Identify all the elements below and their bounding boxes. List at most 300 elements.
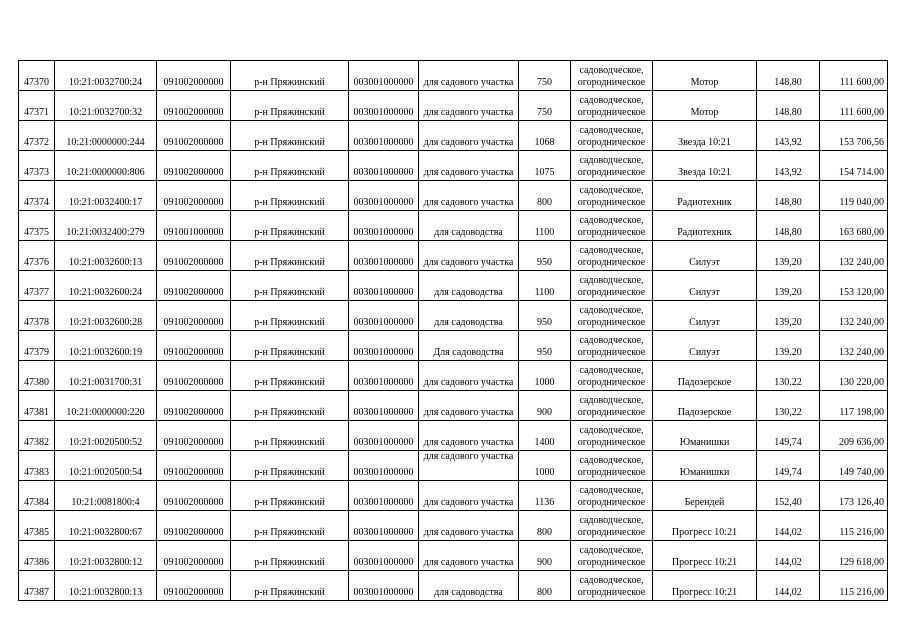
- oktmo-code-cell: [349, 541, 419, 571]
- table-row: [19, 331, 888, 361]
- row-number-text: 47376: [24, 257, 49, 268]
- specific-value-text: 139.20: [774, 347, 802, 358]
- land-category-line1: садоводческое,: [579, 455, 644, 466]
- district-name-cell: [231, 151, 349, 181]
- permitted-use-cell: [419, 421, 519, 451]
- row-number-cell: [19, 541, 55, 571]
- district-name-text: р-н Пряжинский: [254, 587, 325, 598]
- land-category-cell: [571, 511, 653, 541]
- row-number-text: 47377: [24, 287, 49, 298]
- land-category-cell: [571, 331, 653, 361]
- cadastral-value-cell: [820, 91, 888, 121]
- land-category-line2: огородническое: [577, 107, 646, 118]
- cadastral-number-text: 10:21:0032800:12: [68, 557, 143, 568]
- district-name-cell: [231, 181, 349, 211]
- plot-area-cell: [519, 331, 571, 361]
- okato-code-text: 091002000000: [163, 407, 224, 418]
- row-number-cell: [19, 151, 55, 181]
- table-row: [19, 511, 888, 541]
- oktmo-code-cell: [349, 331, 419, 361]
- plot-area-cell: [519, 541, 571, 571]
- okato-code-text: 091002000000: [163, 437, 224, 448]
- plot-area-cell: [519, 121, 571, 151]
- settlement-name-cell: [653, 61, 757, 91]
- land-category-cell: [571, 121, 653, 151]
- permitted-use-cell: [419, 181, 519, 211]
- row-number-text: 47385: [24, 527, 49, 538]
- district-name-cell: [231, 271, 349, 301]
- specific-value-text: 130,22: [774, 407, 802, 418]
- okato-code-cell: [157, 391, 231, 421]
- plot-area-text: 950: [537, 317, 552, 328]
- settlement-name-cell: [653, 571, 757, 601]
- cadastral-number-text: 10:21:0032600:28: [68, 317, 143, 328]
- specific-value-cell: [757, 481, 820, 511]
- permitted-use-text: для садового участка: [423, 407, 514, 418]
- row-number-cell: [19, 61, 55, 91]
- table-row: [19, 571, 888, 601]
- land-category-cell: [571, 421, 653, 451]
- specific-value-text: 139,20: [774, 317, 802, 328]
- district-name-cell: [231, 541, 349, 571]
- settlement-name-cell: [653, 391, 757, 421]
- land-category-cell: [571, 151, 653, 181]
- settlement-name-cell: [653, 181, 757, 211]
- specific-value-text: 143,92: [774, 137, 802, 148]
- settlement-name-text: Звезда 10:21: [678, 137, 731, 148]
- plot-area-text: 1075: [534, 167, 555, 178]
- land-category-cell: [571, 571, 653, 601]
- permitted-use-cell: [419, 91, 519, 121]
- row-number-cell: [19, 481, 55, 511]
- table-row: [19, 91, 888, 121]
- cadastral-number-text: 10:21:0000000:806: [66, 167, 145, 178]
- okato-code-text: 091002000000: [163, 197, 224, 208]
- row-number-cell: [19, 91, 55, 121]
- land-category-cell: [571, 301, 653, 331]
- land-category-line2: огородническое: [577, 437, 646, 448]
- land-category-line2: огородническое: [577, 137, 646, 148]
- plot-area-cell: [519, 211, 571, 241]
- land-category-line2: огородническое: [577, 317, 646, 328]
- specific-value-text: 148,80: [774, 197, 802, 208]
- row-number-cell: [19, 181, 55, 211]
- oktmo-code-cell: [349, 91, 419, 121]
- permitted-use-cell: [419, 391, 519, 421]
- okato-code-text: 091002000000: [163, 107, 224, 118]
- settlement-name-text: Прогресс 10:21: [671, 557, 738, 568]
- row-number-cell: [19, 421, 55, 451]
- row-number-cell: [19, 271, 55, 301]
- cadastral-number-text: 10:21:0020500:52: [68, 437, 143, 448]
- land-category-line1: садоводческое,: [579, 275, 644, 286]
- cadastral-number-text: 10:21:0031700:31: [68, 377, 143, 388]
- cadastral-value-text: 173 126,40: [839, 497, 884, 508]
- district-name-text: р-н Пряжинский: [254, 317, 325, 328]
- cadastral-value-cell: [820, 151, 888, 181]
- row-number-text: 47384: [24, 497, 49, 508]
- plot-area-cell: [519, 241, 571, 271]
- cadastral-value-cell: [820, 271, 888, 301]
- land-category-cell: [571, 361, 653, 391]
- cadastral-value-cell: [820, 241, 888, 271]
- district-name-text: р-н Пряжинский: [254, 77, 325, 88]
- oktmo-code-text: 003001000000: [353, 317, 414, 328]
- cadastral-value-cell: [820, 481, 888, 511]
- district-name-text: р-н Пряжинский: [254, 467, 325, 478]
- oktmo-code-cell: [349, 421, 419, 451]
- okato-code-cell: [157, 151, 231, 181]
- permitted-use-cell: [419, 121, 519, 151]
- oktmo-code-cell: [349, 211, 419, 241]
- cadastral-value-cell: [820, 511, 888, 541]
- land-category-line1: садоводческое,: [579, 245, 644, 256]
- cadastral-number-text: 10:21:0081800:4: [71, 497, 140, 508]
- specific-value-cell: [757, 421, 820, 451]
- district-name-cell: [231, 331, 349, 361]
- specific-value-text: 148.80: [774, 107, 802, 118]
- plot-area-text: 1068: [534, 137, 555, 148]
- table-row: [19, 181, 888, 211]
- permitted-use-cell: [419, 511, 519, 541]
- okato-code-cell: [157, 421, 231, 451]
- cadastral-number-cell: [55, 421, 157, 451]
- specific-value-text: 144,02: [774, 557, 802, 568]
- okato-code-text: 091002000000: [163, 497, 224, 508]
- oktmo-code-text: 003001000000: [353, 167, 414, 178]
- specific-value-cell: [757, 391, 820, 421]
- oktmo-code-text: 003001000000: [353, 407, 414, 418]
- district-name-cell: [231, 571, 349, 601]
- cadastral-number-text: 10:21:0032700:32: [68, 107, 143, 118]
- table-row: [19, 121, 888, 151]
- land-category-line1: садоводческое,: [579, 95, 644, 106]
- specific-value-cell: [757, 181, 820, 211]
- row-number-cell: [19, 451, 55, 481]
- specific-value-text: 139,20: [774, 287, 802, 298]
- district-name-text: р-н Пряжинский: [254, 497, 325, 508]
- oktmo-code-cell: [349, 181, 419, 211]
- cadastral-value-text: 154 714.00: [839, 167, 884, 178]
- plot-area-text: 1136: [534, 497, 555, 508]
- specific-value-text: 143,92: [774, 167, 802, 178]
- permitted-use-text: для садового участка: [423, 257, 514, 268]
- oktmo-code-cell: [349, 121, 419, 151]
- land-category-line2: огородническое: [577, 77, 646, 88]
- land-category-line1: садоводческое,: [579, 425, 644, 436]
- cadastral-value-cell: [820, 211, 888, 241]
- oktmo-code-cell: [349, 241, 419, 271]
- plot-area-cell: [519, 511, 571, 541]
- cadastral-number-cell: [55, 151, 157, 181]
- table-row: [19, 241, 888, 271]
- table-row: [19, 61, 888, 91]
- cadastral-number-cell: [55, 571, 157, 601]
- land-category-line1: садоводческое,: [579, 485, 644, 496]
- district-name-text: р-н Пряжинский: [254, 557, 325, 568]
- permitted-use-text: для садового участка: [423, 451, 514, 462]
- table-row: [19, 211, 888, 241]
- oktmo-code-text: 003001000000: [353, 137, 414, 148]
- row-number-text: 47372: [24, 137, 49, 148]
- plot-area-text: 1400: [534, 437, 555, 448]
- cadastral-number-text: 10:21:0032800:67: [68, 527, 143, 538]
- cadastral-number-text: 10:21:0000000:244: [66, 137, 145, 148]
- oktmo-code-text: 003001000000: [353, 107, 414, 118]
- permitted-use-cell: [419, 451, 519, 481]
- permitted-use-text: для садоводства: [434, 587, 503, 598]
- land-category-line2: огородническое: [577, 497, 646, 508]
- land-category-line2: огородническое: [577, 347, 646, 358]
- cadastral-value-cell: [820, 541, 888, 571]
- plot-area-text: 800: [537, 527, 552, 538]
- land-category-line2: огородническое: [577, 377, 646, 388]
- row-number-text: 47382: [24, 437, 49, 448]
- land-category-line2: огородническое: [577, 407, 646, 418]
- cadastral-number-text: 10:21:0032700:24: [68, 77, 143, 88]
- cadastral-value-cell: [820, 361, 888, 391]
- plot-area-text: 1000: [534, 467, 555, 478]
- cadastral-value-text: 209 636,00: [839, 437, 884, 448]
- cadastral-number-cell: [55, 301, 157, 331]
- permitted-use-cell: [419, 61, 519, 91]
- oktmo-code-text: 003001000000: [353, 287, 414, 298]
- settlement-name-cell: [653, 421, 757, 451]
- settlement-name-text: Юманишки: [679, 437, 730, 448]
- oktmo-code-cell: [349, 271, 419, 301]
- plot-area-text: 1100: [534, 227, 555, 238]
- oktmo-code-cell: [349, 61, 419, 91]
- plot-area-text: 750: [537, 107, 552, 118]
- land-category-line1: садоводческое,: [579, 215, 644, 226]
- land-category-line2: огородническое: [577, 197, 646, 208]
- specific-value-cell: [757, 241, 820, 271]
- specific-value-text: 139,20: [774, 257, 802, 268]
- plot-area-text: 1000: [534, 377, 555, 388]
- oktmo-code-text: 003001000000: [353, 77, 414, 88]
- cadastral-number-cell: [55, 511, 157, 541]
- specific-value-cell: [757, 151, 820, 181]
- cadastral-number-text: 10:21:0032400:17: [68, 197, 143, 208]
- okato-code-cell: [157, 481, 231, 511]
- settlement-name-cell: [653, 541, 757, 571]
- land-category-line2: огородническое: [577, 287, 646, 298]
- okato-code-text: 091002000000: [163, 167, 224, 178]
- cadastral-value-text: 132 240,00: [839, 317, 884, 328]
- district-name-cell: [231, 511, 349, 541]
- land-category-cell: [571, 91, 653, 121]
- okato-code-cell: [157, 91, 231, 121]
- plot-area-cell: [519, 181, 571, 211]
- settlement-name-text: Берендей: [684, 497, 725, 508]
- settlement-name-cell: [653, 211, 757, 241]
- specific-value-text: 144,02: [774, 527, 802, 538]
- okato-code-text: 091002000000: [163, 467, 224, 478]
- settlement-name-text: Мотор: [690, 77, 719, 88]
- permitted-use-cell: [419, 571, 519, 601]
- permitted-use-text: для садового участка: [423, 527, 514, 538]
- row-number-text: 47371: [24, 107, 49, 118]
- oktmo-code-cell: [349, 511, 419, 541]
- permitted-use-cell: [419, 301, 519, 331]
- oktmo-code-text: 003001000000: [353, 437, 414, 448]
- cadastral-value-text: 117 198,00: [839, 407, 884, 418]
- okato-code-cell: [157, 211, 231, 241]
- cadastral-number-cell: [55, 121, 157, 151]
- plot-area-text: 900: [537, 557, 552, 568]
- oktmo-code-text: 003001000000: [353, 497, 414, 508]
- cadastral-value-cell: [820, 451, 888, 481]
- land-category-line1: садоводческое,: [579, 365, 644, 376]
- row-number-cell: [19, 331, 55, 361]
- settlement-name-cell: [653, 121, 757, 151]
- permitted-use-text: для садоводства: [434, 317, 503, 328]
- oktmo-code-cell: [349, 391, 419, 421]
- cadastral-number-text: 10:21:0000000:220: [66, 407, 145, 418]
- row-number-cell: [19, 211, 55, 241]
- cadastral-number-text: 10:21:0032600:19: [68, 347, 143, 358]
- specific-value-cell: [757, 331, 820, 361]
- land-category-cell: [571, 241, 653, 271]
- district-name-text: р-н Пряжинский: [254, 197, 325, 208]
- settlement-name-text: Силуэт: [689, 347, 720, 358]
- specific-value-cell: [757, 271, 820, 301]
- table-row: [19, 481, 888, 511]
- settlement-name-text: Юманишки: [679, 467, 730, 478]
- settlement-name-cell: [653, 91, 757, 121]
- oktmo-code-cell: [349, 361, 419, 391]
- specific-value-cell: [757, 361, 820, 391]
- cadastral-value-cell: [820, 331, 888, 361]
- table-row: [19, 271, 888, 301]
- specific-value-text: 144,02: [774, 587, 802, 598]
- row-number-text: 47370: [24, 77, 49, 88]
- row-number-cell: [19, 361, 55, 391]
- okato-code-text: 091002000000: [163, 137, 224, 148]
- settlement-name-text: Прогресс 10:21: [671, 527, 738, 538]
- okato-code-cell: [157, 361, 231, 391]
- cadastral-number-text: 10:21:0020500:54: [68, 467, 143, 478]
- district-name-text: р-н Пряжинский: [254, 257, 325, 268]
- land-category-line1: садоводческое,: [579, 125, 644, 136]
- okato-code-cell: [157, 511, 231, 541]
- cadastral-value-cell: [820, 121, 888, 151]
- permitted-use-cell: [419, 271, 519, 301]
- specific-value-cell: [757, 571, 820, 601]
- cadastral-value-cell: [820, 301, 888, 331]
- cadastral-value-text: 129 618,00: [839, 557, 884, 568]
- settlement-name-text: Силуэт: [689, 287, 720, 298]
- district-name-cell: [231, 121, 349, 151]
- plot-area-cell: [519, 151, 571, 181]
- district-name-cell: [231, 301, 349, 331]
- land-category-line2: огородническое: [577, 527, 646, 538]
- land-category-cell: [571, 61, 653, 91]
- cadastral-value-cell: [820, 61, 888, 91]
- okato-code-cell: [157, 331, 231, 361]
- district-name-cell: [231, 421, 349, 451]
- cadastral-number-cell: [55, 271, 157, 301]
- cadastral-value-cell: [820, 571, 888, 601]
- district-name-cell: [231, 211, 349, 241]
- cadastral-number-cell: [55, 91, 157, 121]
- permitted-use-cell: [419, 241, 519, 271]
- land-category-line2: огородническое: [577, 227, 646, 238]
- permitted-use-text: Для садоводства: [433, 347, 504, 358]
- plot-area-cell: [519, 421, 571, 451]
- settlement-name-text: Прогресс 10:21: [671, 587, 738, 598]
- specific-value-cell: [757, 121, 820, 151]
- plot-area-cell: [519, 301, 571, 331]
- cadastral-number-cell: [55, 391, 157, 421]
- district-name-text: р-н Пряжинский: [254, 347, 325, 358]
- permitted-use-text: для садового участка: [423, 197, 514, 208]
- cadastral-number-cell: [55, 361, 157, 391]
- row-number-text: 47386: [24, 557, 49, 568]
- permitted-use-text: для садового участка: [423, 557, 514, 568]
- oktmo-code-text: 003001000000: [353, 197, 414, 208]
- row-number-cell: [19, 301, 55, 331]
- cadastral-number-cell: [55, 241, 157, 271]
- oktmo-code-cell: [349, 151, 419, 181]
- specific-value-text: 148.80: [774, 77, 802, 88]
- table-row: [19, 541, 888, 571]
- permitted-use-text: для садового участка: [423, 137, 514, 148]
- land-plots-table: [18, 60, 888, 601]
- land-category-line1: садоводческое,: [579, 155, 644, 166]
- land-category-cell: [571, 481, 653, 511]
- row-number-cell: [19, 391, 55, 421]
- plot-area-text: 1100: [534, 287, 555, 298]
- permitted-use-cell: [419, 541, 519, 571]
- cadastral-value-cell: [820, 421, 888, 451]
- settlement-name-text: Силуэт: [689, 317, 720, 328]
- district-name-text: р-н Пряжинский: [254, 407, 325, 418]
- specific-value-cell: [757, 451, 820, 481]
- land-category-cell: [571, 541, 653, 571]
- cadastral-value-text: 111 600,00: [839, 107, 884, 118]
- cadastral-number-cell: [55, 331, 157, 361]
- row-number-cell: [19, 571, 55, 601]
- district-name-cell: [231, 451, 349, 481]
- settlement-name-cell: [653, 241, 757, 271]
- settlement-name-cell: [653, 361, 757, 391]
- land-category-line1: садоводческое,: [579, 545, 644, 556]
- land-category-line2: огородническое: [577, 557, 646, 568]
- cadastral-value-text: 132 240,00: [839, 257, 884, 268]
- permitted-use-cell: [419, 481, 519, 511]
- settlement-name-cell: [653, 451, 757, 481]
- permitted-use-text: для садового участка: [423, 167, 514, 178]
- land-category-line2: огородническое: [577, 167, 646, 178]
- row-number-text: 47374: [24, 197, 49, 208]
- cadastral-value-text: 119 040,00: [839, 197, 884, 208]
- cadastral-number-text: 10:21:0032400:279: [66, 227, 145, 238]
- plot-area-cell: [519, 61, 571, 91]
- table-row: [19, 421, 888, 451]
- specific-value-cell: [757, 511, 820, 541]
- permitted-use-text: для садового участка: [423, 437, 514, 448]
- permitted-use-text: для садоводства: [434, 227, 503, 238]
- settlement-name-cell: [653, 151, 757, 181]
- oktmo-code-text: 003001000000: [353, 587, 414, 598]
- row-number-text: 47373: [24, 167, 49, 178]
- specific-value-cell: [757, 211, 820, 241]
- specific-value-text: 149,74: [774, 437, 802, 448]
- okato-code-cell: [157, 571, 231, 601]
- land-category-cell: [571, 211, 653, 241]
- plot-area-cell: [519, 91, 571, 121]
